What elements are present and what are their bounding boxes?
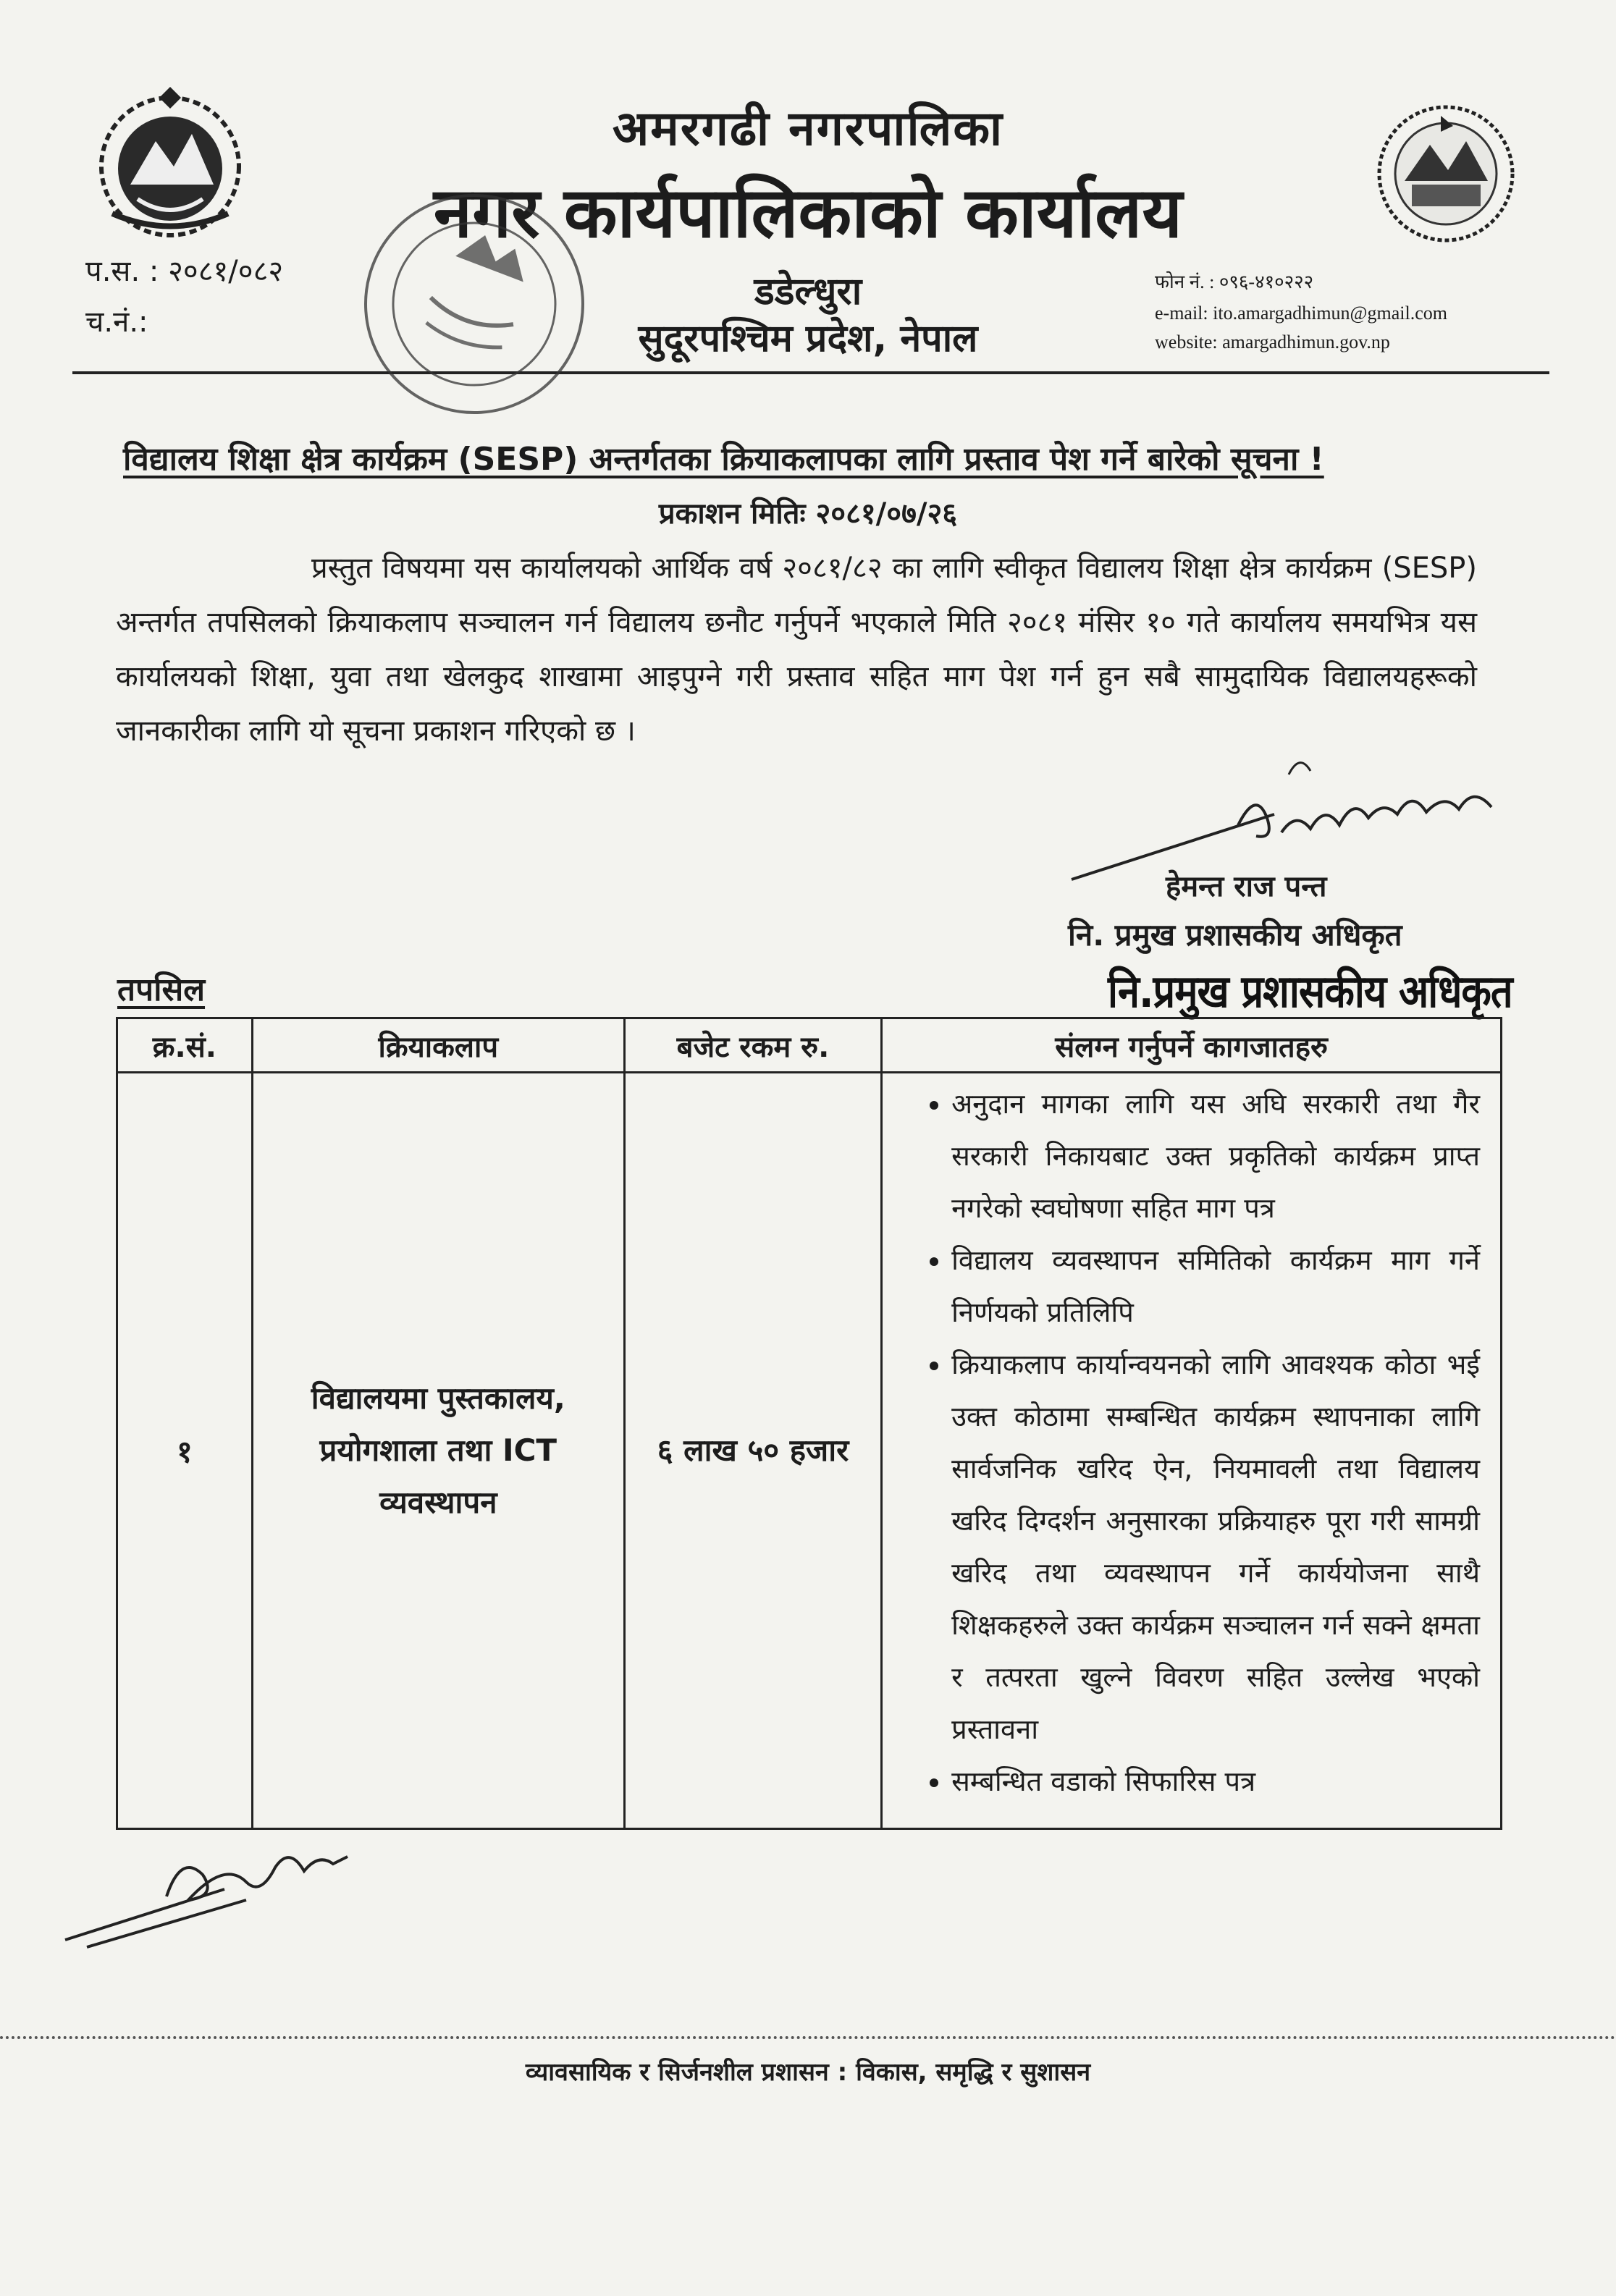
website: website: amargadhimun.gov.np <box>1155 332 1390 353</box>
email-address: e-mail: ito.amargadhimun@gmail.com <box>1155 303 1447 324</box>
reference-number: प.स. : २०८१/०८२ <box>85 255 284 288</box>
header-budget: बजेट रकम रु. <box>624 1018 881 1073</box>
header-activity: क्रियाकलाप <box>252 1018 624 1073</box>
header-divider <box>72 371 1549 374</box>
cell-activity: विद्यालयमा पुस्तकालय, प्रयोगशाला तथा ICT व्यवस्थापन <box>252 1073 624 1829</box>
list-item: • सम्बन्धित वडाको सिफारिस पत्र <box>951 1755 1480 1807</box>
notice-title: विद्यालय शिक्षा क्षेत्र कार्यक्रम (SESP) अन्तर्गतका क्रियाकलापका लागि प्रस्ताव पेश गर्ने बारेको सूचना ! <box>123 441 1324 478</box>
documents-list <box>883 1078 1480 1807</box>
list-item: • क्रियाकलाप कार्यान्वयनको लागि आवश्यक कोठा भई उक्त कोठामा सम्बन्धित कार्यक्रम स्थापनाका लागि सार्वजनिक खरिद ऐन, नियमावली तथा विद्यालय खरिद दिग्दर्शन अनुसारका प्रक्रियाहरु पूरा गरी सामग्री खरिद तथा व्यवस्थापन गर्ने कार्ययोजना साथै शिक्षकहरुले उक्त कार्यक्रम सञ्चालन गर्न सक्ने क्षमता र तत्परता खुल्ने विवरण सहित उल्लेख भएको प्रस्तावना <box>951 1338 1480 1755</box>
dispatch-number: च.नं.: <box>85 305 148 339</box>
header-serial: क्र.सं. <box>117 1018 253 1073</box>
province-name: सुदूरपश्चिम प्रदेश, नेपाल <box>638 317 978 360</box>
district-name: डडेल्धुरा <box>754 270 862 313</box>
phone-number: फोन नं. : ०९६-४१०२२२ <box>1155 271 1314 292</box>
office-stamp <box>355 185 594 423</box>
table-header-row <box>117 1018 1502 1073</box>
cell-serial: १ <box>117 1073 253 1829</box>
schedule-label: तपसिल <box>117 971 206 1008</box>
office-name: नगर कार्यपालिकाको कार्यालय <box>433 172 1183 253</box>
municipality-name: अमरगढी नगरपालिका <box>612 101 1004 156</box>
signer-title: नि. प्रमुख प्रशासकीय अधिकृत <box>1068 917 1402 953</box>
footer-motto: व्यावसायिक र सिर्जनशील प्रशासन : विकास, समृद्धि र सुशासन <box>525 2058 1091 2087</box>
designation-stamp: नि.प्रमुख प्रशासकीय अधिकृत <box>1108 965 1512 1018</box>
notice-body: प्रस्तुत विषयमा यस कार्यालयको आर्थिक वर्ष २०८१/८२ का लागि स्वीकृत विद्यालय शिक्षा क्षेत्र कार्यक्रम (SESP) अन्तर्गत तपसिलको क्रियाकलाप सञ्चालन गर्न विद्यालय छनौट गर्नुपर्ने भएकाले मिति २०८१ मंसिर १० गते कार्यालय समयभित्र यस कार्यालयको शिक्षा, युवा तथा खेलकुद शाखामा आइपुग्ने गरी प्रस्ताव सहित माग पेश गर्न हुन सबै सामुदायिक विद्यालयहरूको जानकारीका लागि यो सूचना प्रकाशन गरिएको छ । <box>116 552 1477 748</box>
list-item: • विद्यालय व्यवस्थापन समितिको कार्यक्रम माग गर्ने निर्णयको प्रतिलिपि <box>951 1234 1480 1338</box>
signer-name: हेमन्त राज पन्त <box>1166 870 1327 903</box>
cell-budget: ६ लाख ५० हजार <box>624 1073 881 1829</box>
list-item: • अनुदान मागका लागि यस अघि सरकारी तथा गैर सरकारी निकायबाट उक्त प्रकृतिको कार्यक्रम प्राप्त नगरेको स्वघोषणा सहित माग पत्र <box>951 1078 1480 1234</box>
footer-divider <box>0 2036 1616 2039</box>
table-row <box>117 1073 1502 1829</box>
activity-table <box>116 1017 1502 1830</box>
initials-signature <box>58 1831 391 1962</box>
publication-date: प्रकाशन मितिः २०८१/०७/२६ <box>658 497 958 531</box>
header-documents: संलग्न गर्नुपर्ने कागजातहरु <box>882 1018 1502 1073</box>
cell-documents <box>882 1073 1502 1829</box>
